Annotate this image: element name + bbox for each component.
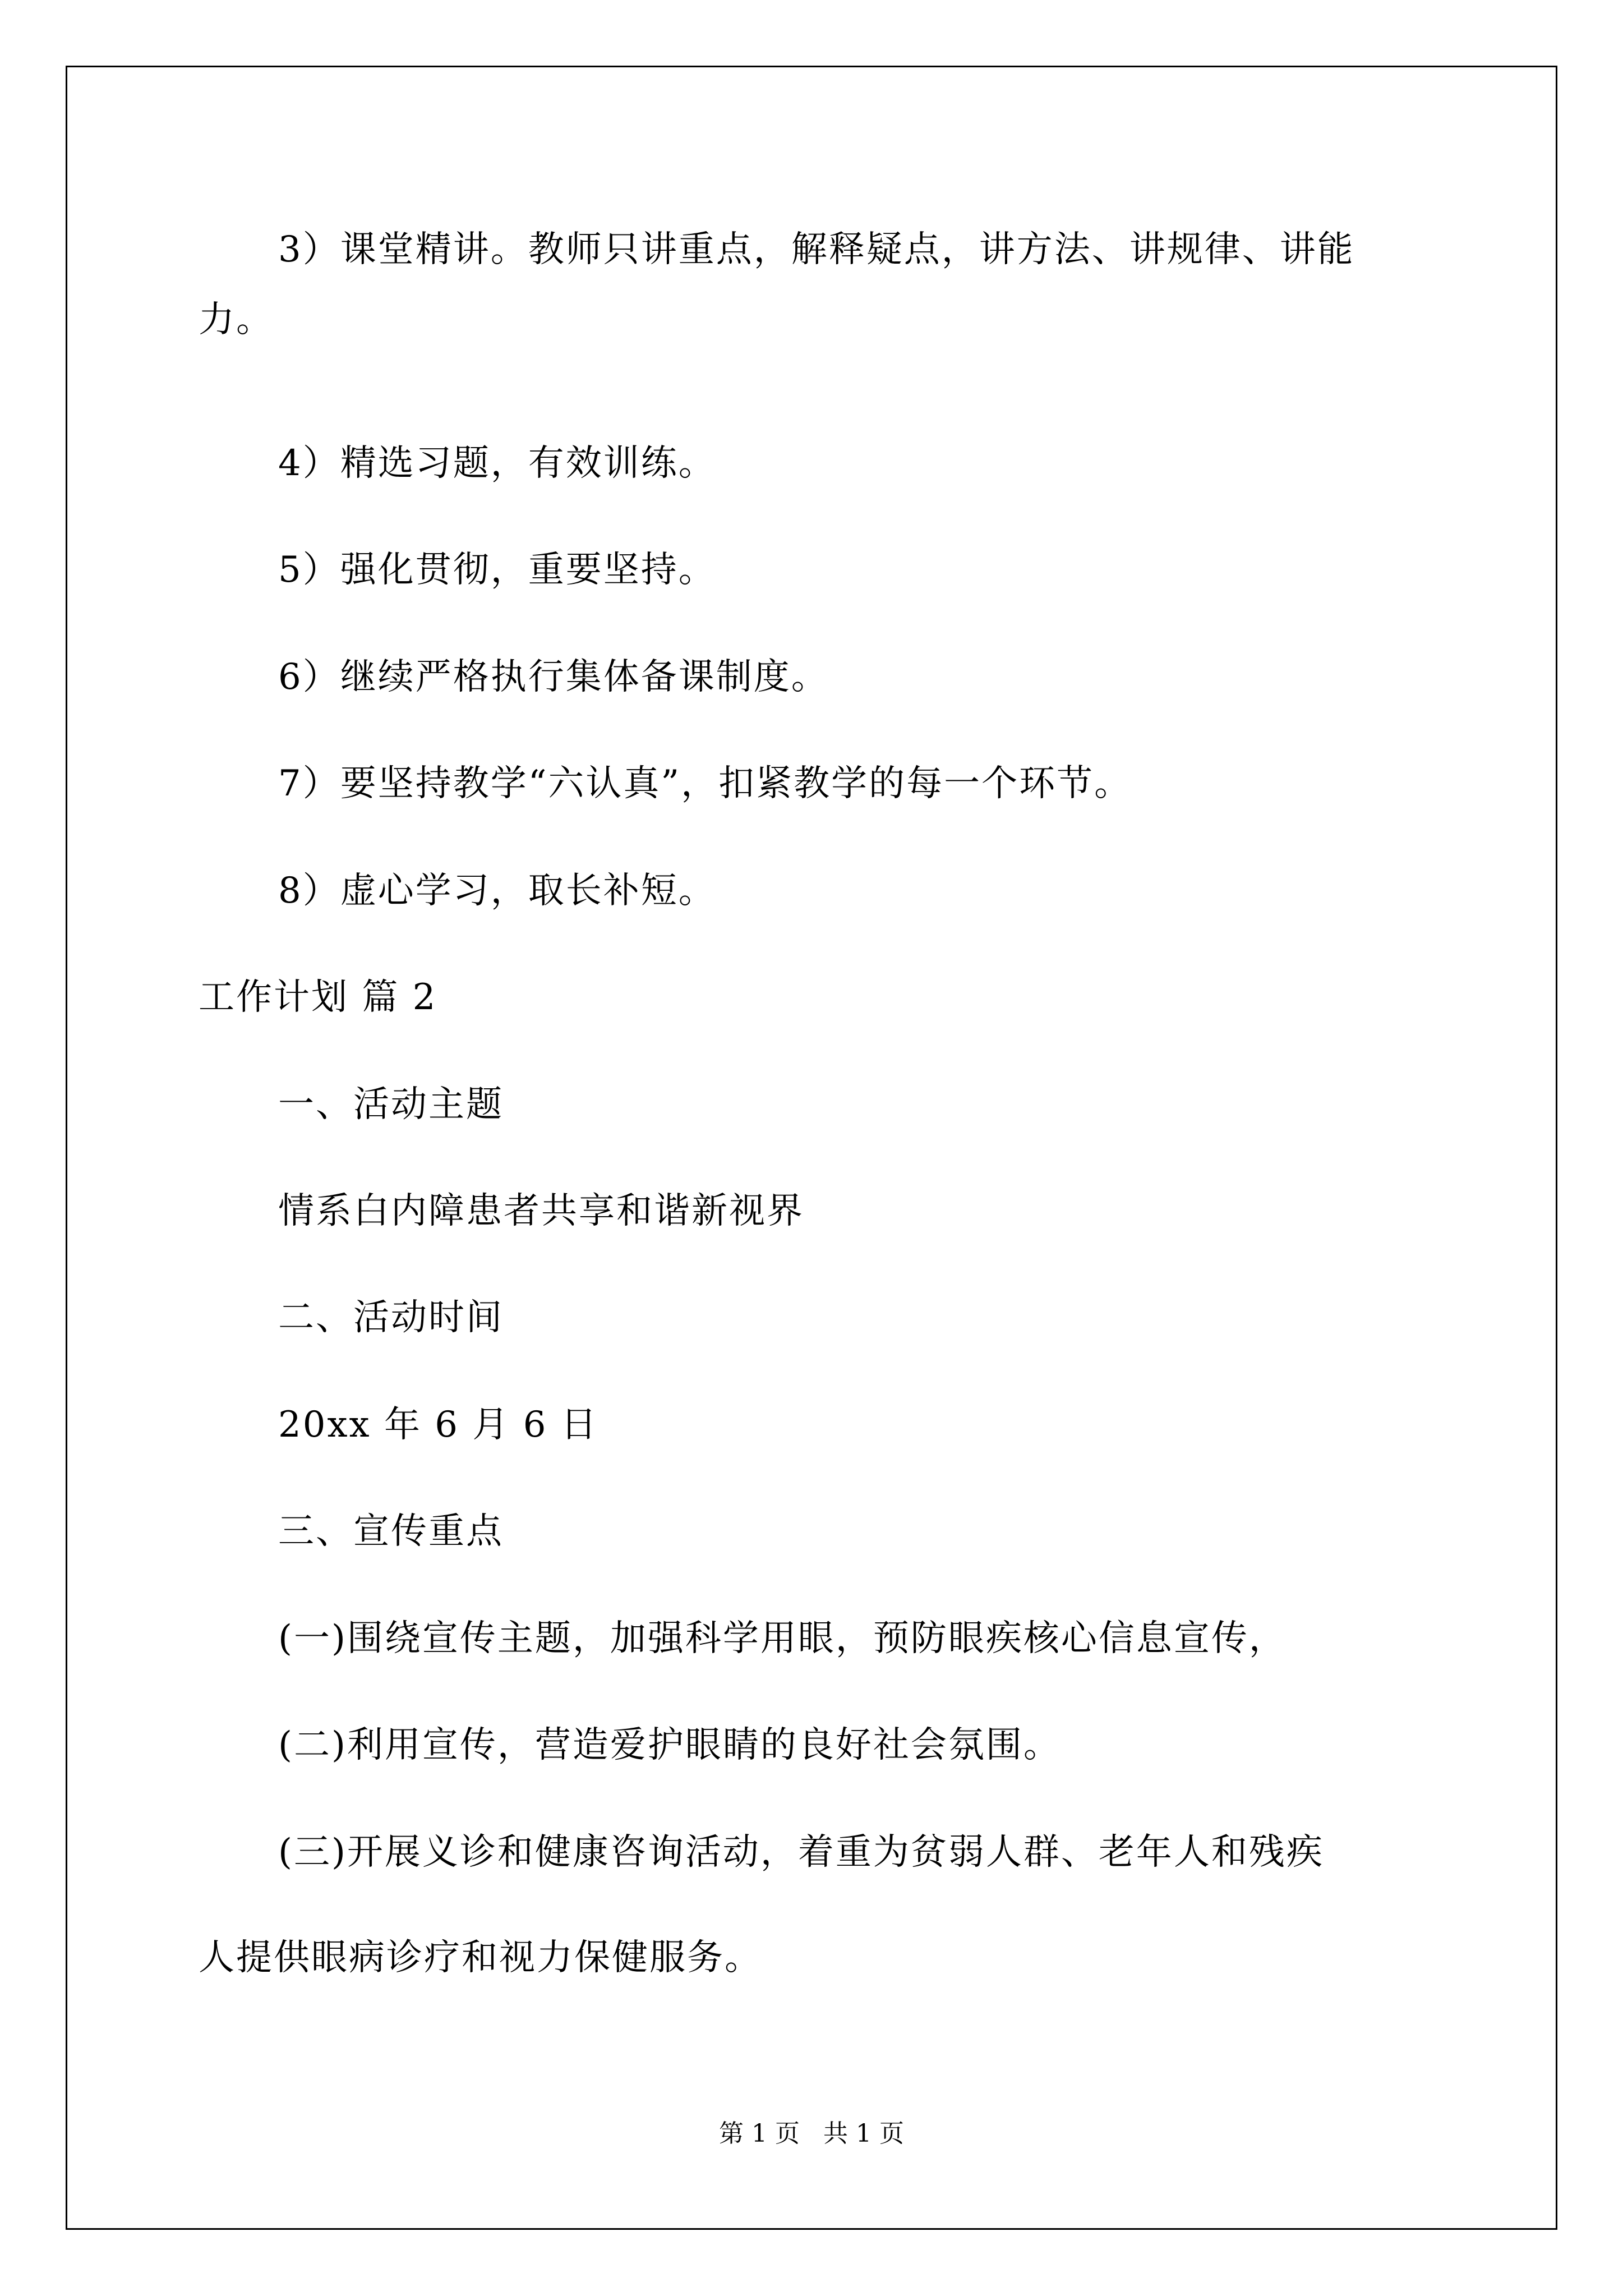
paragraph-item-4: 4）精选习题，有效训练。: [278, 443, 716, 484]
page-border: [66, 66, 1557, 2230]
heading-activity-time: 二、活动时间: [278, 1297, 504, 1338]
paragraph-item-5: 5）强化贯彻，重要坚持。: [278, 549, 716, 591]
publicity-point-1: (一)围绕宣传主题，加强科学用眼，预防眼疾核心信息宣传，: [278, 1618, 1287, 1659]
paragraph-item-6: 6）继续严格执行集体备课制度。: [278, 656, 829, 698]
section-heading: 工作计划 篇 2: [199, 977, 437, 1018]
heading-activity-theme: 一、活动主题: [278, 1084, 504, 1125]
heading-publicity-focus: 三、宣传重点: [278, 1511, 504, 1552]
activity-theme-text: 情系白内障患者共享和谐新视界: [278, 1190, 804, 1232]
paragraph-item-7: 7）要坚持教学“六认真”，扣紧教学的每一个环节。: [278, 763, 1132, 804]
publicity-point-2: (二)利用宣传，营造爱护眼睛的良好社会氛围。: [278, 1724, 1061, 1766]
publicity-point-3-continuation: 人提供眼病诊疗和视力保健服务。: [199, 1937, 762, 1978]
activity-date-text: 20xx 年 6 月 6 日: [278, 1404, 598, 1446]
paragraph-item-3-continuation: 力。: [199, 299, 274, 341]
page-footer: 第 1 页 共 1 页: [719, 2119, 904, 2148]
paragraph-item-3: 3）课堂精讲。教师只讲重点，解释疑点，讲方法、讲规律、讲能: [278, 229, 1355, 270]
paragraph-item-8: 8）虚心学习，取长补短。: [278, 870, 716, 912]
publicity-point-3: (三)开展义诊和健康咨询活动，着重为贫弱人群、老年人和残疾: [278, 1832, 1324, 1873]
